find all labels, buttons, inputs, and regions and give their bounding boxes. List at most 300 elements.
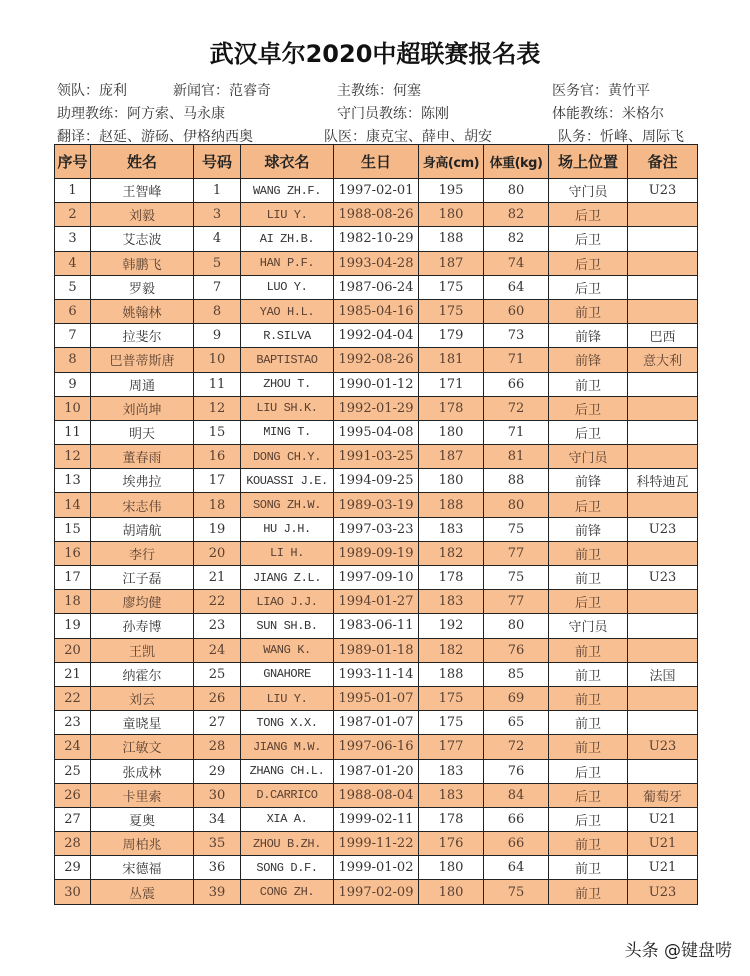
- cell-height: 175: [419, 686, 484, 710]
- cell-shirt-name: LI H.: [241, 541, 334, 565]
- cell-height: 180: [419, 420, 484, 444]
- cell-weight: 80: [484, 493, 549, 517]
- cell-shirt-name: WANG ZH.F.: [241, 179, 334, 203]
- cell-shirt-name: SONG D.F.: [241, 856, 334, 880]
- cell-notes: [628, 203, 698, 227]
- cell-position: 前锋: [549, 348, 628, 372]
- cell-position: 前卫: [549, 856, 628, 880]
- cell-height: 180: [419, 880, 484, 904]
- cell-weight: 77: [484, 541, 549, 565]
- cell-index: 24: [55, 735, 91, 759]
- cell-position: 后卫: [549, 590, 628, 614]
- cell-position: 后卫: [549, 420, 628, 444]
- cell-height: 181: [419, 348, 484, 372]
- cell-index: 21: [55, 662, 91, 686]
- staff-value: 范睿奇: [229, 83, 271, 99]
- cell-weight: 77: [484, 590, 549, 614]
- cell-position: 守门员: [549, 179, 628, 203]
- cell-birthday: 1997-02-09: [334, 880, 419, 904]
- cell-weight: 75: [484, 566, 549, 590]
- table-row: [55, 783, 698, 807]
- cell-position: 后卫: [549, 227, 628, 251]
- cell-shirt-name: R.SILVA: [241, 324, 334, 348]
- cell-position: 后卫: [549, 493, 628, 517]
- cell-height: 178: [419, 807, 484, 831]
- cell-name: 韩鹏飞: [91, 251, 194, 275]
- table-row: [55, 541, 698, 565]
- staff-translators: [57, 126, 253, 146]
- cell-shirt-name: SUN SH.B.: [241, 614, 334, 638]
- cell-height: 180: [419, 856, 484, 880]
- cell-notes: [628, 251, 698, 275]
- cell-weight: 81: [484, 445, 549, 469]
- cell-name: 廖均健: [91, 590, 194, 614]
- column-header-name: 姓名: [91, 145, 194, 179]
- cell-height: 183: [419, 783, 484, 807]
- cell-notes: [628, 372, 698, 396]
- column-header-birthday: 生日: [334, 145, 419, 179]
- cell-birthday: 1997-02-01: [334, 179, 419, 203]
- cell-birthday: 1999-02-11: [334, 807, 419, 831]
- cell-position: 前卫: [549, 686, 628, 710]
- cell-shirt-name: ZHOU T.: [241, 372, 334, 396]
- cell-name: 卡里索: [91, 783, 194, 807]
- staff-label: 翻译：: [57, 129, 99, 145]
- table-row: [55, 686, 698, 710]
- cell-number: 9: [194, 324, 241, 348]
- cell-index: 27: [55, 807, 91, 831]
- cell-name: 刘云: [91, 686, 194, 710]
- cell-number: 34: [194, 807, 241, 831]
- cell-name: 王凯: [91, 638, 194, 662]
- cell-birthday: 1987-01-20: [334, 759, 419, 783]
- cell-notes: 科特迪瓦: [628, 469, 698, 493]
- cell-position: 前锋: [549, 517, 628, 541]
- cell-height: 177: [419, 735, 484, 759]
- cell-birthday: 1988-08-26: [334, 203, 419, 227]
- cell-name: 刘毅: [91, 203, 194, 227]
- cell-number: 7: [194, 275, 241, 299]
- table-row: [55, 832, 698, 856]
- cell-birthday: 1993-04-28: [334, 251, 419, 275]
- cell-number: 19: [194, 517, 241, 541]
- cell-number: 29: [194, 759, 241, 783]
- cell-name: 宋志伟: [91, 493, 194, 517]
- cell-notes: [628, 686, 698, 710]
- staff-label: 队务：: [558, 129, 600, 145]
- cell-name: 周通: [91, 372, 194, 396]
- cell-birthday: 1982-10-29: [334, 227, 419, 251]
- cell-name: 宋德福: [91, 856, 194, 880]
- cell-weight: 80: [484, 179, 549, 203]
- staff-label: 新闻官：: [173, 83, 229, 99]
- cell-weight: 82: [484, 203, 549, 227]
- cell-shirt-name: BAPTISTAO: [241, 348, 334, 372]
- cell-birthday: 1994-09-25: [334, 469, 419, 493]
- column-header-index: 序号: [55, 145, 91, 179]
- table-row: [55, 203, 698, 227]
- cell-index: 23: [55, 711, 91, 735]
- cell-height: 175: [419, 299, 484, 323]
- staff-press-officer: [173, 80, 271, 100]
- cell-height: 183: [419, 759, 484, 783]
- cell-shirt-name: ZHOU B.ZH.: [241, 832, 334, 856]
- staff-value: 忻峰、周际飞: [600, 129, 684, 145]
- cell-weight: 76: [484, 759, 549, 783]
- cell-height: 188: [419, 662, 484, 686]
- cell-weight: 60: [484, 299, 549, 323]
- cell-index: 17: [55, 566, 91, 590]
- staff-team-leader: [57, 80, 127, 100]
- cell-shirt-name: WANG K.: [241, 638, 334, 662]
- table-row: [55, 880, 698, 904]
- cell-name: 李行: [91, 541, 194, 565]
- column-header-shirt-name: 球衣名: [241, 145, 334, 179]
- cell-notes: [628, 299, 698, 323]
- cell-notes: [628, 614, 698, 638]
- cell-shirt-name: LUO Y.: [241, 275, 334, 299]
- cell-weight: 84: [484, 783, 549, 807]
- cell-position: 后卫: [549, 275, 628, 299]
- cell-height: 183: [419, 590, 484, 614]
- cell-height: 182: [419, 638, 484, 662]
- cell-shirt-name: JIANG Z.L.: [241, 566, 334, 590]
- cell-position: 前卫: [549, 832, 628, 856]
- column-header-notes: 备注: [628, 145, 698, 179]
- table-row: [55, 227, 698, 251]
- column-header-weight: 体重(kg): [484, 145, 549, 179]
- cell-height: 183: [419, 517, 484, 541]
- cell-index: 28: [55, 832, 91, 856]
- cell-number: 17: [194, 469, 241, 493]
- cell-shirt-name: D.CARRICO: [241, 783, 334, 807]
- staff-value: 陈刚: [421, 106, 449, 122]
- staff-label: 主教练：: [337, 83, 393, 99]
- cell-number: 1: [194, 179, 241, 203]
- cell-shirt-name: DONG CH.Y.: [241, 445, 334, 469]
- cell-height: 180: [419, 469, 484, 493]
- staff-value: 何塞: [393, 83, 421, 99]
- cell-weight: 66: [484, 372, 549, 396]
- cell-position: 前卫: [549, 566, 628, 590]
- column-header-position: 场上位置: [549, 145, 628, 179]
- cell-position: 守门员: [549, 445, 628, 469]
- cell-name: 江子磊: [91, 566, 194, 590]
- cell-name: 孙寿博: [91, 614, 194, 638]
- cell-notes: U23: [628, 880, 698, 904]
- cell-number: 26: [194, 686, 241, 710]
- cell-name: 罗毅: [91, 275, 194, 299]
- cell-index: 8: [55, 348, 91, 372]
- table-row: [55, 372, 698, 396]
- cell-height: 188: [419, 493, 484, 517]
- cell-index: 4: [55, 251, 91, 275]
- cell-weight: 74: [484, 251, 549, 275]
- cell-shirt-name: JIANG M.W.: [241, 735, 334, 759]
- cell-name: 刘尚坤: [91, 396, 194, 420]
- cell-shirt-name: KOUASSI J.E.: [241, 469, 334, 493]
- staff-assistant-coaches: [57, 103, 225, 123]
- cell-number: 16: [194, 445, 241, 469]
- table-row: [55, 638, 698, 662]
- cell-name: 江敏文: [91, 735, 194, 759]
- cell-position: 前锋: [549, 324, 628, 348]
- cell-number: 27: [194, 711, 241, 735]
- cell-notes: 葡萄牙: [628, 783, 698, 807]
- cell-number: 8: [194, 299, 241, 323]
- cell-position: 前卫: [549, 372, 628, 396]
- cell-index: 2: [55, 203, 91, 227]
- table-row: [55, 299, 698, 323]
- staff-value: 赵延、游砀、伊格纳西奥: [99, 129, 253, 145]
- cell-index: 13: [55, 469, 91, 493]
- cell-position: 后卫: [549, 396, 628, 420]
- table-row: [55, 469, 698, 493]
- cell-number: 4: [194, 227, 241, 251]
- table-row: [55, 807, 698, 831]
- cell-number: 21: [194, 566, 241, 590]
- cell-index: 16: [55, 541, 91, 565]
- cell-shirt-name: HAN P.F.: [241, 251, 334, 275]
- staff-fitness-coach: [552, 103, 664, 123]
- cell-notes: 巴西: [628, 324, 698, 348]
- cell-weight: 64: [484, 275, 549, 299]
- cell-index: 29: [55, 856, 91, 880]
- table-row: [55, 711, 698, 735]
- cell-weight: 72: [484, 396, 549, 420]
- cell-birthday: 1991-03-25: [334, 445, 419, 469]
- table-row: [55, 566, 698, 590]
- cell-name: 王智峰: [91, 179, 194, 203]
- cell-number: 30: [194, 783, 241, 807]
- staff-label: 体能教练：: [552, 106, 622, 122]
- cell-weight: 75: [484, 517, 549, 541]
- roster-table: [54, 144, 698, 905]
- cell-weight: 85: [484, 662, 549, 686]
- table-row: [55, 735, 698, 759]
- cell-birthday: 1997-06-16: [334, 735, 419, 759]
- cell-weight: 69: [484, 686, 549, 710]
- cell-shirt-name: GNAHORE: [241, 662, 334, 686]
- cell-notes: [628, 420, 698, 444]
- cell-birthday: 1990-01-12: [334, 372, 419, 396]
- cell-index: 12: [55, 445, 91, 469]
- cell-number: 20: [194, 541, 241, 565]
- cell-index: 15: [55, 517, 91, 541]
- cell-name: 埃弗拉: [91, 469, 194, 493]
- cell-index: 1: [55, 179, 91, 203]
- cell-name: 巴普蒂斯唐: [91, 348, 194, 372]
- cell-number: 18: [194, 493, 241, 517]
- cell-shirt-name: TONG X.X.: [241, 711, 334, 735]
- cell-height: 171: [419, 372, 484, 396]
- cell-index: 9: [55, 372, 91, 396]
- cell-name: 胡靖航: [91, 517, 194, 541]
- cell-birthday: 1997-09-10: [334, 566, 419, 590]
- cell-notes: U21: [628, 832, 698, 856]
- table-row: [55, 179, 698, 203]
- cell-birthday: 1992-08-26: [334, 348, 419, 372]
- cell-index: 25: [55, 759, 91, 783]
- cell-weight: 75: [484, 880, 549, 904]
- cell-height: 179: [419, 324, 484, 348]
- cell-shirt-name: LIU SH.K.: [241, 396, 334, 420]
- column-header-height: 身高(cm): [419, 145, 484, 179]
- staff-medical-officer: [552, 80, 650, 100]
- cell-position: 前卫: [549, 299, 628, 323]
- cell-position: 后卫: [549, 759, 628, 783]
- cell-notes: U23: [628, 566, 698, 590]
- cell-notes: 意大利: [628, 348, 698, 372]
- cell-birthday: 1983-06-11: [334, 614, 419, 638]
- cell-weight: 65: [484, 711, 549, 735]
- cell-notes: [628, 541, 698, 565]
- cell-weight: 73: [484, 324, 549, 348]
- table-row: [55, 493, 698, 517]
- cell-index: 10: [55, 396, 91, 420]
- cell-birthday: 1994-01-27: [334, 590, 419, 614]
- cell-index: 6: [55, 299, 91, 323]
- cell-notes: U23: [628, 735, 698, 759]
- cell-weight: 80: [484, 614, 549, 638]
- cell-number: 3: [194, 203, 241, 227]
- cell-number: 28: [194, 735, 241, 759]
- cell-number: 39: [194, 880, 241, 904]
- cell-position: 后卫: [549, 203, 628, 227]
- cell-weight: 76: [484, 638, 549, 662]
- cell-notes: U21: [628, 807, 698, 831]
- cell-index: 11: [55, 420, 91, 444]
- watermark: 头条 @键盘唠: [624, 941, 732, 961]
- cell-number: 25: [194, 662, 241, 686]
- cell-notes: [628, 227, 698, 251]
- table-row: [55, 251, 698, 275]
- staff-head-coach: [337, 80, 421, 100]
- cell-weight: 71: [484, 348, 549, 372]
- cell-number: 23: [194, 614, 241, 638]
- cell-weight: 88: [484, 469, 549, 493]
- table-row: [55, 420, 698, 444]
- cell-name: 丛震: [91, 880, 194, 904]
- staff-value: 阿方索、马永康: [127, 106, 225, 122]
- cell-height: 187: [419, 445, 484, 469]
- cell-position: 前卫: [549, 541, 628, 565]
- cell-birthday: 1985-04-16: [334, 299, 419, 323]
- cell-name: 童晓星: [91, 711, 194, 735]
- cell-position: 前锋: [549, 469, 628, 493]
- cell-notes: [628, 445, 698, 469]
- cell-notes: 法国: [628, 662, 698, 686]
- cell-index: 3: [55, 227, 91, 251]
- cell-birthday: 1989-03-19: [334, 493, 419, 517]
- cell-notes: [628, 759, 698, 783]
- cell-number: 15: [194, 420, 241, 444]
- cell-position: 守门员: [549, 614, 628, 638]
- cell-shirt-name: YAO H.L.: [241, 299, 334, 323]
- table-row: [55, 856, 698, 880]
- table-row: [55, 662, 698, 686]
- cell-notes: U21: [628, 856, 698, 880]
- cell-height: 192: [419, 614, 484, 638]
- cell-name: 明天: [91, 420, 194, 444]
- cell-number: 11: [194, 372, 241, 396]
- cell-name: 纳霍尔: [91, 662, 194, 686]
- staff-label: 助理教练：: [57, 106, 127, 122]
- table-row: [55, 396, 698, 420]
- cell-position: 前卫: [549, 880, 628, 904]
- cell-index: 20: [55, 638, 91, 662]
- cell-weight: 66: [484, 807, 549, 831]
- table-row: [55, 590, 698, 614]
- cell-position: 前卫: [549, 638, 628, 662]
- cell-weight: 72: [484, 735, 549, 759]
- cell-shirt-name: LIU Y.: [241, 686, 334, 710]
- cell-notes: U23: [628, 179, 698, 203]
- staff-value: 康克宝、薛申、胡安: [366, 129, 492, 145]
- cell-weight: 71: [484, 420, 549, 444]
- cell-number: 35: [194, 832, 241, 856]
- cell-index: 18: [55, 590, 91, 614]
- cell-shirt-name: LIAO J.J.: [241, 590, 334, 614]
- cell-height: 178: [419, 566, 484, 590]
- cell-name: 夏奥: [91, 807, 194, 831]
- cell-notes: [628, 275, 698, 299]
- cell-name: 周柏兆: [91, 832, 194, 856]
- cell-height: 180: [419, 203, 484, 227]
- cell-shirt-name: MING T.: [241, 420, 334, 444]
- staff-value: 米格尔: [622, 106, 664, 122]
- cell-name: 艾志波: [91, 227, 194, 251]
- cell-weight: 64: [484, 856, 549, 880]
- cell-birthday: 1989-01-18: [334, 638, 419, 662]
- cell-number: 10: [194, 348, 241, 372]
- table-row: [55, 348, 698, 372]
- cell-position: 前卫: [549, 735, 628, 759]
- cell-birthday: 1992-04-04: [334, 324, 419, 348]
- cell-birthday: 1992-01-29: [334, 396, 419, 420]
- cell-height: 175: [419, 275, 484, 299]
- cell-notes: [628, 493, 698, 517]
- cell-shirt-name: ZHANG CH.L.: [241, 759, 334, 783]
- staff-label: 队医：: [324, 129, 366, 145]
- cell-name: 拉斐尔: [91, 324, 194, 348]
- cell-height: 187: [419, 251, 484, 275]
- cell-birthday: 1997-03-23: [334, 517, 419, 541]
- cell-notes: [628, 396, 698, 420]
- cell-notes: [628, 638, 698, 662]
- table-row: [55, 517, 698, 541]
- cell-position: 前卫: [549, 711, 628, 735]
- cell-birthday: 1989-09-19: [334, 541, 419, 565]
- cell-birthday: 1999-11-22: [334, 832, 419, 856]
- cell-weight: 82: [484, 227, 549, 251]
- staff-value: 庞利: [99, 83, 127, 99]
- cell-height: 182: [419, 541, 484, 565]
- cell-number: 12: [194, 396, 241, 420]
- cell-position: 后卫: [549, 807, 628, 831]
- cell-birthday: 1993-11-14: [334, 662, 419, 686]
- cell-position: 后卫: [549, 251, 628, 275]
- cell-index: 22: [55, 686, 91, 710]
- cell-height: 176: [419, 832, 484, 856]
- cell-shirt-name: LIU Y.: [241, 203, 334, 227]
- cell-index: 7: [55, 324, 91, 348]
- staff-goalkeeper-coach: [337, 103, 449, 123]
- table-row: [55, 759, 698, 783]
- cell-notes: U23: [628, 517, 698, 541]
- cell-shirt-name: CONG ZH.: [241, 880, 334, 904]
- cell-index: 14: [55, 493, 91, 517]
